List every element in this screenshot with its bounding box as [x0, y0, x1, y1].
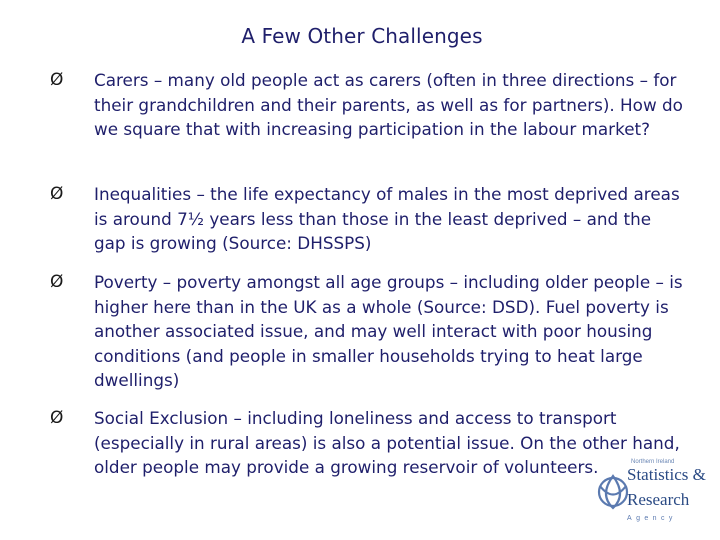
bullet-body: – many old people act as carers (often in three directions – for their grandchildren and their parents, as well as for partners). How do we square that with increasing participation in the labour market? [94, 70, 683, 139]
bullet-text [94, 182, 684, 256]
bullet-text [94, 68, 684, 142]
logo-word-research: Research [627, 490, 690, 509]
logo-word-agency: Agency [627, 515, 677, 522]
arrow-bullet-icon: Ø [50, 70, 64, 90]
bullet-term: Poverty [94, 272, 158, 292]
arrow-bullet-icon: Ø [50, 272, 64, 292]
logo-topline: Northern Ireland [631, 459, 675, 465]
bullet-term: Carers [94, 70, 149, 90]
nisra-logo [593, 459, 708, 534]
bullet-text [94, 270, 684, 393]
logo-word-statistics: Statistics & [627, 465, 706, 484]
arrow-bullet-icon: Ø [50, 184, 64, 204]
bullet-body: – the life expectancy of males in the most deprived areas is around 7½ years less than those in the least deprived – and the gap is growing (Source: DHSSPS) [94, 184, 680, 253]
bullet-item-poverty [50, 270, 690, 393]
slide-title: A Few Other Challenges [241, 24, 483, 48]
bullet-term: Social Exclusion [94, 408, 229, 428]
bullet-item-carers [50, 68, 690, 142]
bullet-item-inequalities [50, 182, 690, 256]
bullet-term: Inequalities [94, 184, 192, 204]
bullet-body: – including loneliness and access to transport (especially in rural areas) is also a potential issue. On the other hand, older people may provide a growing reservoir of volunteers. [94, 408, 680, 477]
arrow-bullet-icon: Ø [50, 408, 64, 428]
bullet-body: – poverty amongst all age groups – including older people – is higher here than in the UK as a whole (Source: DSD). Fuel poverty is another associated issue, and may well interact with poor housing conditions (and people in smaller households trying to heat large dwellings) [94, 272, 683, 390]
